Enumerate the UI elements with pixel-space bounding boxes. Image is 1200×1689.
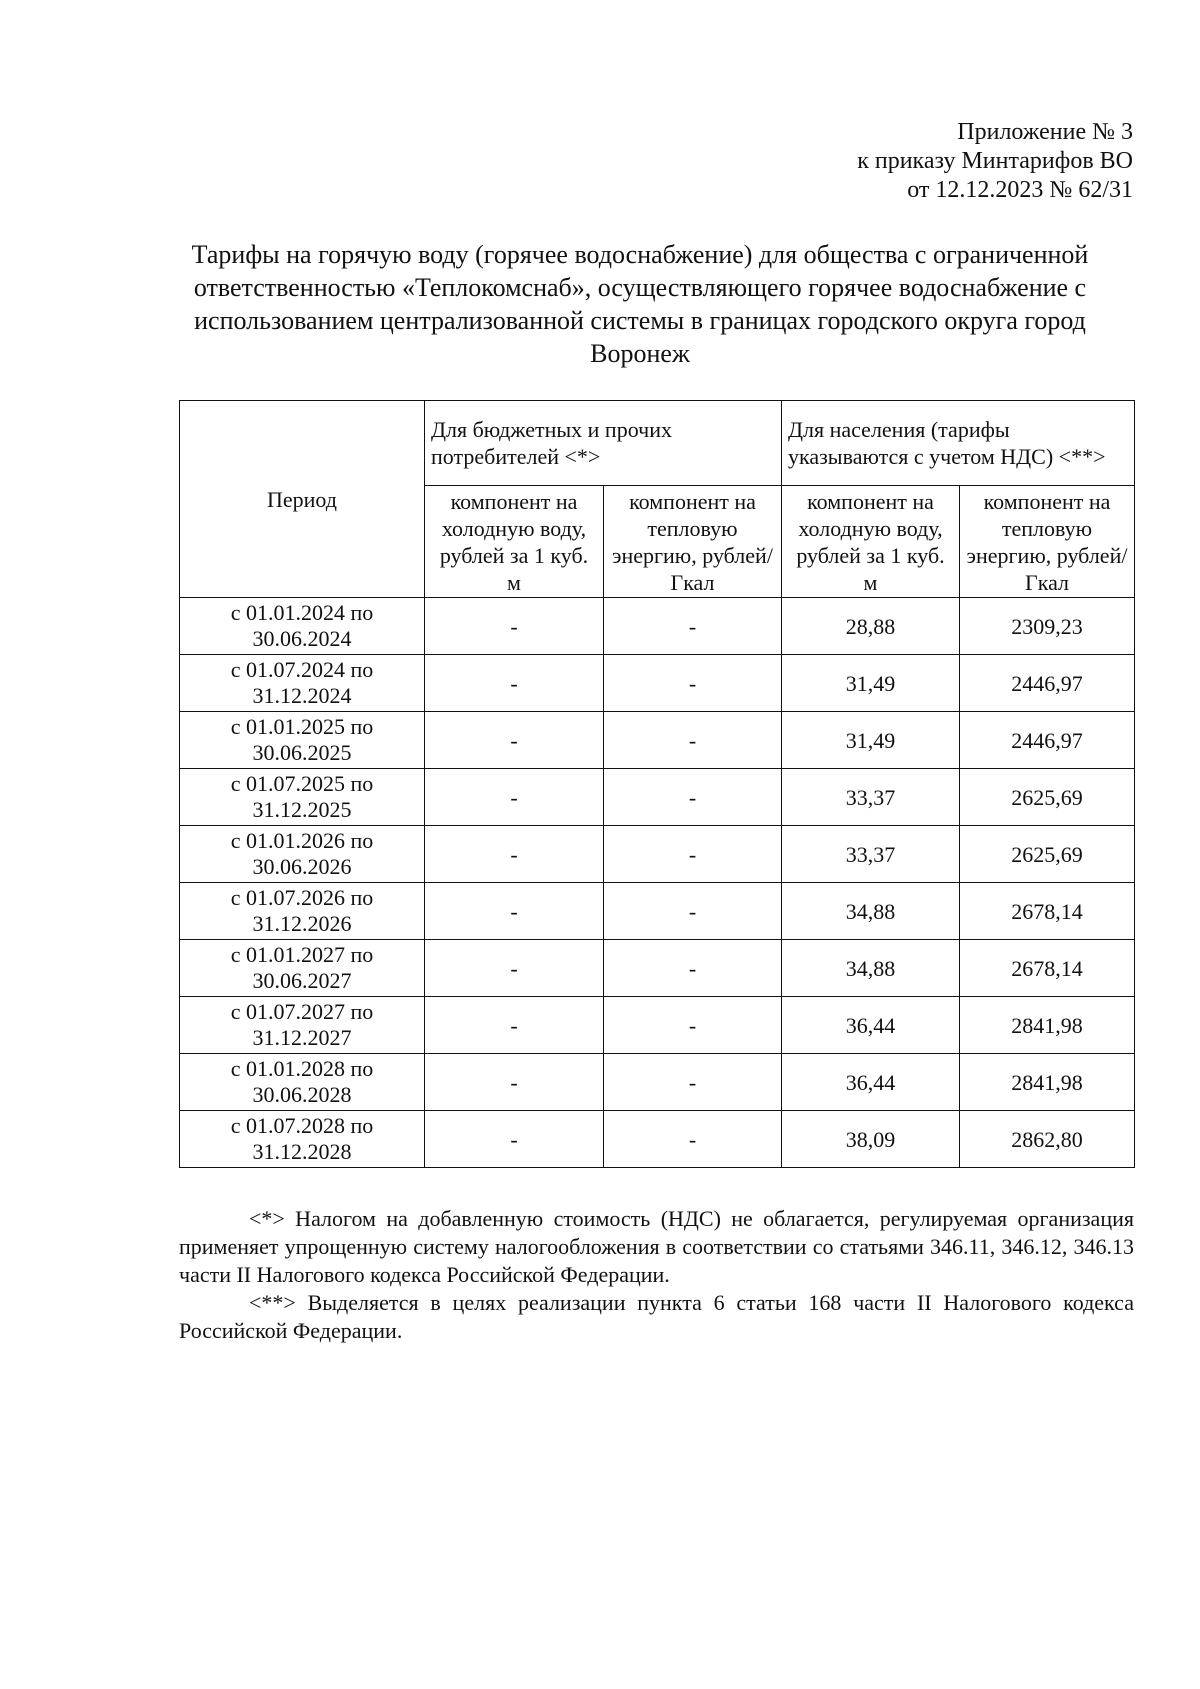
budget-cold-cell: - <box>425 997 604 1054</box>
table-row <box>180 883 1135 940</box>
period-cell: с 01.07.2027 по 31.12.2027 <box>180 997 425 1054</box>
tariff-table <box>179 400 1135 1168</box>
budget-heat-cell: - <box>604 1111 782 1168</box>
budget-cold-cell: - <box>425 826 604 883</box>
appendix-reference <box>857 118 1133 205</box>
budget-cold-cell: - <box>425 1111 604 1168</box>
population-cold-cell: 34,88 <box>782 883 960 940</box>
budget-heat-cell: - <box>604 883 782 940</box>
budget-heat-cell: - <box>604 997 782 1054</box>
budget-cold-cell: - <box>425 1054 604 1111</box>
population-cold-cell: 34,88 <box>782 940 960 997</box>
period-cell: с 01.01.2027 по 30.06.2027 <box>180 940 425 997</box>
population-cold-cell: 33,37 <box>782 769 960 826</box>
budget-heat-cell: - <box>604 940 782 997</box>
period-cell: с 01.01.2025 по 30.06.2025 <box>180 712 425 769</box>
population-heat-cell: 2841,98 <box>960 997 1135 1054</box>
table-row <box>180 598 1135 655</box>
budget-heat-cell: - <box>604 712 782 769</box>
population-cold-cell: 31,49 <box>782 712 960 769</box>
population-cold-cell: 36,44 <box>782 997 960 1054</box>
population-cold-cell: 38,09 <box>782 1111 960 1168</box>
period-cell: с 01.07.2024 по 31.12.2024 <box>180 655 425 712</box>
period-cell: с 01.07.2025 по 31.12.2025 <box>180 769 425 826</box>
budget-cold-cell: - <box>425 655 604 712</box>
document-title: Тарифы на горячую воду (горячее водоснабжение) для общества с ограниченной ответственностью «Теплокомснаб», осуществляющего горячее водоснабжение с использованием централизованной системы в границах городского округа город Воронеж <box>191 240 1089 368</box>
table-row <box>180 769 1135 826</box>
budget-heat-cell: - <box>604 769 782 826</box>
table-row <box>180 940 1135 997</box>
table-row <box>180 997 1135 1054</box>
period-cell: с 01.07.2028 по 31.12.2028 <box>180 1111 425 1168</box>
population-cold-header: компонент на холодную воду, рублей за 1 куб. м <box>782 486 960 598</box>
period-cell: с 01.01.2026 по 30.06.2026 <box>180 826 425 883</box>
table-row <box>180 655 1135 712</box>
budget-cold-cell: - <box>425 769 604 826</box>
table-header-row <box>180 401 1135 486</box>
population-heat-cell: 2625,69 <box>960 769 1135 826</box>
budget-heat-cell: - <box>604 1054 782 1111</box>
population-cold-cell: 36,44 <box>782 1054 960 1111</box>
population-group-header: Для населения (тарифы указываются с учетом НДС) <**> <box>782 401 1135 486</box>
population-cold-cell: 33,37 <box>782 826 960 883</box>
footnotes <box>179 1205 1134 1345</box>
population-heat-header: компонент на тепловую энергию, рублей/Гкал <box>960 486 1135 598</box>
budget-heat-header: компонент на тепловую энергию, рублей/Гкал <box>604 486 782 598</box>
budget-cold-cell: - <box>425 598 604 655</box>
population-heat-cell: 2678,14 <box>960 883 1135 940</box>
period-column-header: Период <box>180 401 425 598</box>
appendix-date: от 12.12.2023 № 62/31 <box>907 177 1133 203</box>
population-heat-cell: 2678,14 <box>960 940 1135 997</box>
population-heat-cell: 2841,98 <box>960 1054 1135 1111</box>
population-heat-cell: 2309,23 <box>960 598 1135 655</box>
period-cell: с 01.07.2026 по 31.12.2026 <box>180 883 425 940</box>
budget-cold-header: компонент на холодную воду, рублей за 1 куб. м <box>425 486 604 598</box>
budget-heat-cell: - <box>604 655 782 712</box>
table-row <box>180 1111 1135 1168</box>
table-row <box>180 1054 1135 1111</box>
table-row <box>180 826 1135 883</box>
footnote-vat-exempt: <*> Налогом на добавленную стоимость (НДС) не облагается, регулируемая организация применяет упрощенную систему налогообложения в соответствии со статьями 346.11, 346.12, 346.13 части II Налогового кодекса Российской Федерации. <box>179 1206 1134 1287</box>
budget-cold-cell: - <box>425 883 604 940</box>
population-heat-cell: 2446,97 <box>960 712 1135 769</box>
population-cold-cell: 31,49 <box>782 655 960 712</box>
period-cell: с 01.01.2028 по 30.06.2028 <box>180 1054 425 1111</box>
population-heat-cell: 2862,80 <box>960 1111 1135 1168</box>
budget-cold-cell: - <box>425 712 604 769</box>
period-cell: с 01.01.2024 по 30.06.2024 <box>180 598 425 655</box>
budget-heat-cell: - <box>604 598 782 655</box>
budget-cold-cell: - <box>425 940 604 997</box>
budget-heat-cell: - <box>604 826 782 883</box>
population-cold-cell: 28,88 <box>782 598 960 655</box>
appendix-number: Приложение № 3 <box>957 119 1133 145</box>
footnote-vat-allocated: <**> Выделяется в целях реализации пункта 6 статьи 168 части II Налогового кодекса Российской Федерации. <box>179 1290 1134 1343</box>
budget-group-header: Для бюджетных и прочих потребителей <*> <box>425 401 782 486</box>
table-row <box>180 712 1135 769</box>
population-heat-cell: 2446,97 <box>960 655 1135 712</box>
population-heat-cell: 2625,69 <box>960 826 1135 883</box>
appendix-order: к приказу Минтарифов ВО <box>857 148 1133 174</box>
